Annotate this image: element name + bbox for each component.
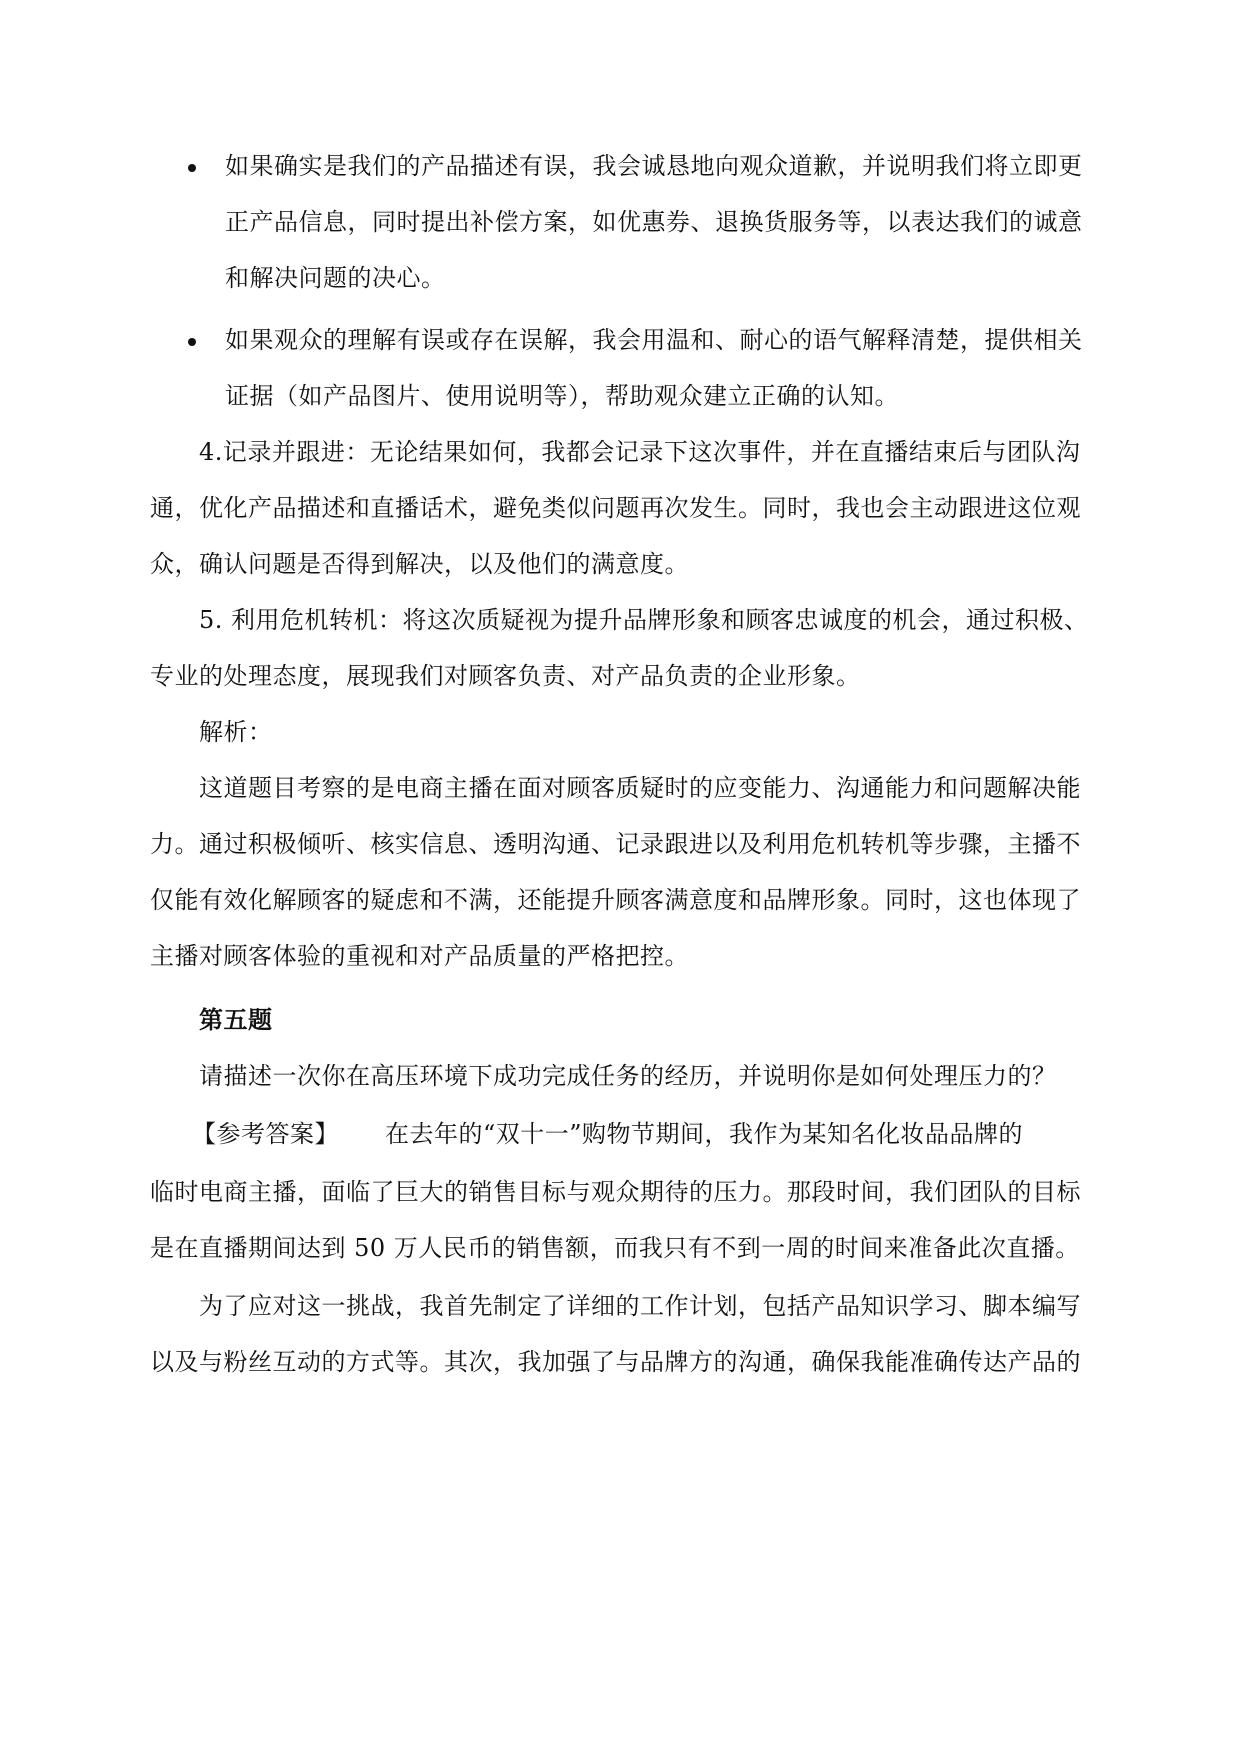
question-heading: 第五题	[199, 1005, 273, 1034]
text-line: 证据（如产品图片、使用说明等），帮助观众建立正确的认知。	[225, 382, 899, 410]
text-line: 临时电商主播，面临了巨大的销售目标与观众期待的压力。那段时间，我们团队的目标	[150, 1178, 1081, 1206]
text-line: 主播对顾客体验的重视和对产品质量的严格把控。	[150, 942, 689, 970]
text-line: 这道题目考察的是电商主播在面对顾客质疑时的应变能力、沟通能力和问题解决能	[199, 774, 1081, 802]
text-line: 以及与粉丝互动的方式等。其次，我加强了与品牌方的沟通，确保我能准确传达产品的	[150, 1348, 1081, 1376]
text-line: 5. 利用危机转机：将这次质疑视为提升品牌形象和顾客忠诚度的机会，通过积极、	[199, 606, 1089, 634]
text-line: 和解决问题的决心。	[225, 264, 446, 292]
analysis-label: 解析：	[199, 718, 273, 746]
text-line: 如果观众的理解有误或存在误解，我会用温和、耐心的语气解释清楚，提供相关	[225, 326, 1083, 354]
text-line: 4.记录并跟进：无论结果如何，我都会记录下这次事件，并在直播结束后与团队沟	[199, 438, 1081, 466]
answer-label: 【参考答案】	[192, 1120, 339, 1148]
text-line: 专业的处理态度，展现我们对顾客负责、对产品负责的企业形象。	[150, 662, 861, 690]
question-text: 请描述一次你在高压环境下成功完成任务的经历，并说明你是如何处理压力的？	[199, 1062, 1057, 1090]
bullet-dot-icon	[188, 338, 196, 346]
text-line: 力。通过积极倾听、核实信息、透明沟通、记录跟进以及利用危机转机等步骤，主播不	[150, 830, 1081, 858]
bullet-dot-icon	[188, 164, 196, 172]
text-line: 通，优化产品描述和直播话术，避免类似问题再次发生。同时，我也会主动跟进这位观	[150, 494, 1081, 522]
text-line: 在去年的“双十一”购物节期间，我作为某知名化妆品品牌的	[385, 1120, 1024, 1148]
text-line: 是在直播期间达到 50 万人民币的销售额，而我只有不到一周的时间来准备此次直播。	[150, 1234, 1080, 1262]
text-line: 正产品信息，同时提出补偿方案，如优惠券、退换货服务等，以表达我们的诚意	[225, 208, 1083, 236]
text-line: 为了应对这一挑战，我首先制定了详细的工作计划，包括产品知识学习、脚本编写	[199, 1292, 1081, 1320]
text-line: 众，确认问题是否得到解决，以及他们的满意度。	[150, 550, 689, 578]
text-line: 仅能有效化解顾客的疑虑和不满，还能提升顾客满意度和品牌形象。同时，这也体现了	[150, 886, 1081, 914]
text-line: 如果确实是我们的产品描述有误，我会诚恳地向观众道歉，并说明我们将立即更	[225, 152, 1083, 180]
